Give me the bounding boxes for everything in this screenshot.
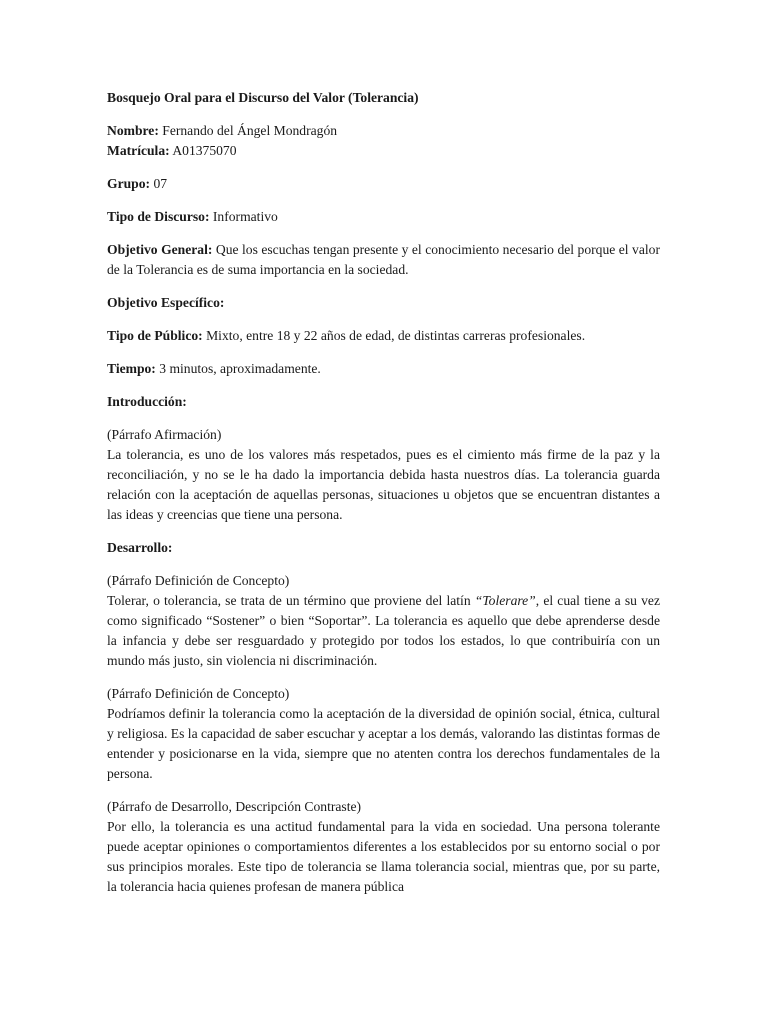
- dev2-paragraph: Podríamos definir la tolerancia como la aceptación de la diversidad de opinión social, étnica, cultural y religiosa. Es la capacidad de saber escuchar y aceptar a los demás, valorando las distintas formas de entender y posicionarse en la vida, siempre que no atenten contra los derechos fundamentales de la persona.: [107, 706, 660, 781]
- dev3-paragraph: Por ello, la tolerancia es una actitud fundamental para la vida en sociedad. Una persona tolerante puede aceptar opiniones o comportamientos diferentes a los establecidos por su entorno social o por sus principios morales. Este tipo de tolerancia se llama tolerancia social, mientras que, por su parte, la tolerancia hacia quienes profesan de manera pública: [107, 819, 660, 894]
- objetivo-general-value: Que los escuchas tengan presente y el conocimiento necesario del porque el valor de la Tolerancia es de suma importancia en la sociedad.: [107, 242, 660, 277]
- matricula-line: [107, 141, 660, 161]
- intro-paragraph: La tolerancia, es uno de los valores más respetados, pues es el cimiento más firme de la paz y la reconciliación, y no se le ha dado la importancia debida hasta nuestros días. La tolerancia guarda relación con la aceptación de aquellas personas, situaciones u objetos que se encuentran distantes a las ideas y creencias que tiene una persona.: [107, 447, 660, 522]
- desarrollo-heading: Desarrollo:: [107, 540, 173, 555]
- tiempo-value: 3 minutos, aproximadamente.: [159, 361, 321, 376]
- tiempo-label: Tiempo:: [107, 361, 156, 376]
- grupo-line: [107, 174, 660, 194]
- nombre-line: [107, 121, 660, 141]
- document-title: Bosquejo Oral para el Discurso del Valor (Tolerancia): [107, 90, 419, 105]
- intro-paragraph-label: (Párrafo Afirmación): [107, 427, 222, 442]
- nombre-value: Fernando del Ángel Mondragón: [162, 123, 338, 138]
- tipo-publico-label: Tipo de Público:: [107, 328, 203, 343]
- matricula-label: Matrícula:: [107, 143, 170, 158]
- objetivo-general-label: Objetivo General:: [107, 242, 213, 257]
- introduccion-heading: Introducción:: [107, 394, 187, 409]
- dev1-paragraph: [107, 591, 660, 671]
- dev1-text-b: , el cual tiene a su vez como significado “Sostener” o bien “Soportar”. La tolerancia es aquello que debe aprenderse desde la infancia y debe ser resguardado y protegido por todos los estados, lo que contribuiría con un mundo más justo, sin violencia ni discriminación.: [107, 593, 660, 668]
- tipo-discurso-line: [107, 207, 660, 227]
- document-page: [107, 88, 660, 897]
- dev2-paragraph-label: (Párrafo Definición de Concepto): [107, 686, 290, 701]
- matricula-value: A01375070: [172, 143, 237, 158]
- tipo-publico-value: Mixto, entre 18 y 22 años de edad, de distintas carreras profesionales.: [206, 328, 586, 343]
- objetivo-general-block: [107, 240, 660, 280]
- dev1-paragraph-label: (Párrafo Definición de Concepto): [107, 573, 290, 588]
- tipo-discurso-value: Informativo: [212, 209, 278, 224]
- dev3-paragraph-label: (Párrafo de Desarrollo, Descripción Contraste): [107, 799, 362, 814]
- objetivo-especifico-line: [107, 293, 660, 313]
- dev1-text-italic: “Tolerare”: [474, 593, 536, 608]
- dev1-text-a: Tolerar, o tolerancia, se trata de un término que proviene del latín: [107, 593, 475, 608]
- grupo-value: 07: [153, 176, 168, 191]
- grupo-label: Grupo:: [107, 176, 151, 191]
- tiempo-line: [107, 359, 660, 379]
- objetivo-especifico-label: Objetivo Específico:: [107, 295, 225, 310]
- tipo-discurso-label: Tipo de Discurso:: [107, 209, 210, 224]
- tipo-publico-line: [107, 326, 660, 346]
- nombre-label: Nombre:: [107, 123, 159, 138]
